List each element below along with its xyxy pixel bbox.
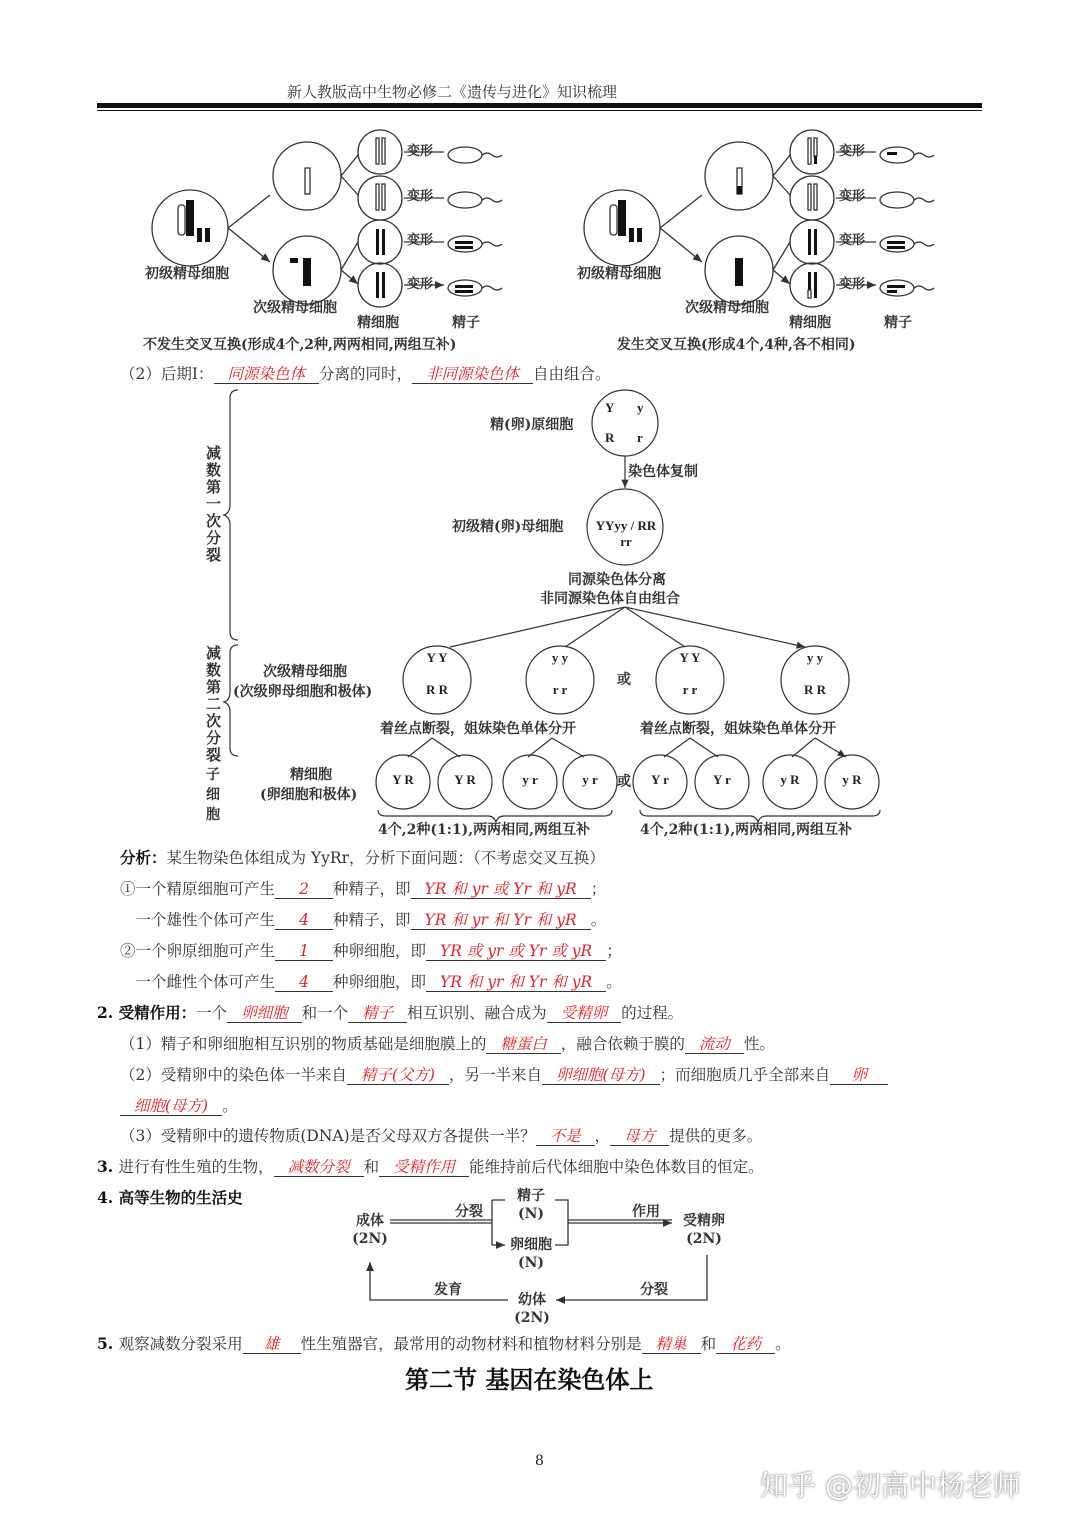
transform-label: 变形 (407, 144, 434, 159)
transform-label: 变形 (407, 277, 434, 292)
fig1-caption-left: 不发生交叉互换(形成4个,2种,两两相同,两组互补) (143, 337, 457, 353)
line-text: 性生殖器官，最常用的动物材料和植物材料分别是 (300, 1335, 642, 1353)
secondary-cell-genes: Y Y (679, 650, 701, 665)
answer-blank: 受精作用 (379, 1158, 469, 1177)
fig1-primary-label-left: 初级精母细胞 (145, 266, 229, 282)
separation-label-1: 同源染色体分离 (568, 572, 666, 588)
answer-blank: 4 (275, 973, 333, 992)
line-text: 分离的同时， (319, 365, 413, 383)
line-text: 种卵细胞，即 (333, 973, 427, 991)
answer-blank: 流动 (685, 1035, 744, 1054)
text-line-a3 (120, 939, 622, 961)
lc-egg (505, 1236, 557, 1272)
line-text: （2）后期Ⅰ： (120, 365, 214, 383)
answer-blank: 精子 (348, 1004, 407, 1023)
text-line-f2 (120, 1063, 888, 1085)
answer-blank: 减数分裂 (274, 1158, 364, 1177)
secondary-cell-genes: Y Y (426, 650, 448, 665)
heading-text: 2. 受精作用： (97, 1003, 197, 1022)
gene-R: R (605, 430, 615, 445)
text-line-fert (97, 1001, 683, 1023)
transform-label: 变形 (407, 233, 434, 248)
secondary-cell-genes: r r (682, 682, 698, 697)
answer-blank: 花药 (716, 1335, 775, 1354)
lc-division-label: 分裂 (455, 1204, 483, 1220)
line-text: 。 (775, 1335, 791, 1353)
line-text: 自由组合。 (533, 365, 611, 383)
heading-text: 分析： (120, 848, 167, 867)
line-text: ； (606, 942, 622, 960)
line-text: （3）受精卵中的遗传物质(DNA)是否父母双方各提供一半？ (120, 1127, 536, 1145)
line-text: 进行有性生殖的生物， (118, 1158, 274, 1176)
answer-blank: 同源染色体 (214, 365, 320, 384)
lc-sperm-text: 精子 (517, 1188, 545, 1204)
line-text: 和 (363, 1158, 380, 1176)
gene-Y: Y (605, 400, 615, 415)
lc-egg-ploidy: (N) (517, 1255, 545, 1271)
gamete-cell-genes: Y R (392, 772, 414, 787)
lc-division-label-2: 分裂 (640, 1282, 668, 1298)
gamete-label: 精细胞 (290, 767, 332, 783)
answer-blank: 精巢 (642, 1335, 701, 1354)
answer-blank: YR 和 yr 或 Yr 和 yR (411, 880, 591, 899)
split-label-right: 着丝点断裂，姐妹染色单体分开 (640, 721, 836, 737)
fig1-secondary-label-right: 次级精母细胞 (685, 300, 769, 316)
line-text: ， (594, 1127, 611, 1145)
answer-blank: 卵 (830, 1066, 888, 1085)
line-text: 和 (700, 1335, 717, 1353)
answer-blank: 受精卵 (547, 1004, 622, 1023)
secondary-cell-label: 次级精母细胞 (263, 664, 347, 680)
line-text: 能维持前后代体细胞中染色体数目的恒定。 (469, 1158, 764, 1176)
line-text: 一个雌性个体可产生 (120, 973, 276, 991)
text-line-q4 (97, 1186, 243, 1208)
line-text: 某生物染色体组成为 YyRr，分析下面问题：（不考虑交叉互换） (166, 849, 605, 867)
answer-blank: 1 (275, 942, 333, 961)
fig1-primary-label-right: 初级精母细胞 (577, 266, 661, 282)
watermark: 知乎 @初高中杨老师 (760, 1469, 1021, 1502)
secondary-cell-genes: R R (803, 682, 827, 697)
line-text: （1）精子和卵细胞相互识别的物质基础是细胞膜上的 (120, 1035, 487, 1053)
lc-adult (352, 1212, 388, 1248)
text-line-a2 (120, 908, 606, 930)
gamete-summary-right: 4个,2种(1:1),两两相同,两组互补 (640, 822, 853, 838)
line-text: 的过程。 (621, 1004, 684, 1022)
gene-r: r (637, 430, 643, 445)
answer-blank: 4 (275, 911, 333, 930)
answer-blank: YR 或 yr 或 Yr 或 yR (426, 942, 606, 961)
phase-meiosis-2-label: 减数第二次分裂 (204, 645, 222, 764)
lc-adult-ploidy: (2N) (352, 1231, 388, 1247)
fig1-sperm-label-left: 精子 (452, 315, 480, 331)
transform-label: 变形 (839, 144, 866, 159)
fig1-spermatid-label-left: 精细胞 (357, 315, 399, 331)
secondary-cell-genes: r r (552, 682, 568, 697)
secondary-cell-genes: y y (806, 650, 824, 665)
text-line-q5 (97, 1332, 791, 1354)
text-line-q2-anaphase (120, 362, 611, 384)
answer-blank: YR 和 yr 和 Yr 和 yR (426, 973, 606, 992)
or-label: 或 (617, 672, 631, 688)
page-number: 8 (535, 1453, 544, 1469)
header-title: 新人教版高中生物必修二《遗传与进化》知识梳理 (287, 83, 618, 101)
answer-blank: 细胞(母方) (120, 1097, 222, 1116)
gamete-sublabel: (卵细胞和极体) (260, 787, 358, 803)
secondary-cell-sublabel: (次级卵母细胞和极体) (233, 684, 373, 700)
section-title: 第二节 基因在染色体上 (405, 1366, 654, 1394)
text-line-a4 (120, 970, 622, 992)
heading-text: 5. (97, 1334, 119, 1353)
answer-blank: 卵细胞(母方) (542, 1066, 660, 1085)
answer-blank: 非同源染色体 (412, 365, 533, 384)
transform-label: 变形 (839, 189, 866, 204)
lc-action-label: 作用 (632, 1204, 660, 1220)
gene-y: y (637, 400, 644, 415)
line-text: 。 (222, 1097, 238, 1115)
answer-blank: 雄 (243, 1335, 301, 1354)
line-text: 一个 (196, 1004, 228, 1022)
heading-text: 4. 高等生物的生活史 (97, 1188, 243, 1207)
primary-cell-genes: YYyy / RR rr (595, 518, 657, 549)
line-text: 。 (606, 973, 622, 991)
secondary-cell-genes: y y (551, 650, 569, 665)
answer-blank: 2 (275, 880, 333, 899)
line-text: 种精子，即 (333, 911, 411, 929)
gamete-cell-genes: Y r (651, 772, 669, 787)
answer-blank: 不是 (536, 1127, 595, 1146)
transform-label: 变形 (839, 277, 866, 292)
line-text: ，融合依赖于膜的 (560, 1035, 685, 1053)
line-text: 观察减数分裂采用 (118, 1335, 243, 1353)
daughter-cell-label: 子细胞 (206, 767, 220, 823)
lc-juvenile-text: 幼体 (518, 1292, 546, 1308)
lc-zygote-text: 受精卵 (683, 1213, 725, 1229)
answer-blank: 精子(父方) (347, 1066, 449, 1085)
phase-meiosis-1-label: 减数第一次分裂 (204, 445, 222, 564)
line-text: ；而细胞质几乎全部来自 (659, 1066, 831, 1084)
text-line-f2b (120, 1094, 238, 1116)
lc-sperm-ploidy: (N) (517, 1206, 545, 1222)
text-line-f3 (120, 1124, 762, 1146)
lc-zygote (676, 1212, 732, 1248)
line-text: 性。 (743, 1035, 775, 1053)
line-text: 一个雄性个体可产生 (120, 911, 276, 929)
answer-blank: YR 和 yr 和 Yr 和 yR (411, 911, 591, 930)
gamete-summary-left: 4个,2种(1:1),两两相同,两组互补 (378, 822, 591, 838)
fig1-caption-right: 发生交叉互换(形成4个,4种,各不相同) (617, 337, 856, 353)
secondary-cell-genes: R R (425, 682, 449, 697)
lc-egg-text: 卵细胞 (510, 1237, 552, 1253)
line-text: ①一个精原细胞可产生 (120, 880, 276, 898)
fig1-spermatid-label-right: 精细胞 (789, 315, 831, 331)
lc-adult-text: 成体 (356, 1213, 384, 1229)
line-text: 。 (590, 911, 607, 929)
line-text: 相互识别、融合成为 (407, 1004, 547, 1022)
fig1-secondary-label-left: 次级精母细胞 (253, 300, 337, 316)
text-line-f1 (120, 1032, 775, 1054)
gamete-cell-genes: y r (522, 772, 538, 787)
line-text: ，另一半来自 (448, 1066, 542, 1084)
replication-label: 染色体复制 (628, 464, 698, 480)
answer-blank: 糖蛋白 (486, 1035, 561, 1054)
line-text: 种卵细胞，即 (333, 942, 427, 960)
fig1-sperm-label-right: 精子 (884, 315, 912, 331)
lc-zygote-ploidy: (2N) (686, 1231, 722, 1247)
gamete-cell-genes: y R (842, 772, 862, 787)
line-text: （2）受精卵中的染色体一半来自 (120, 1066, 347, 1084)
primary-cell-label: 初级精(卵)母细胞 (452, 519, 564, 535)
line-text: ②一个卵原细胞可产生 (120, 942, 276, 960)
transform-label: 变形 (407, 189, 434, 204)
split-label-left: 着丝点断裂，姐妹染色单体分开 (380, 721, 576, 737)
lc-juvenile-ploidy: (2N) (514, 1310, 550, 1326)
line-text: 和一个 (301, 1004, 349, 1022)
lc-develop-label: 发育 (434, 1282, 462, 1298)
origin-cell-label: 精(卵)原细胞 (490, 417, 574, 433)
gamete-cell-genes: y r (582, 772, 598, 787)
answer-blank: 母方 (610, 1127, 669, 1146)
lc-juvenile (512, 1291, 552, 1327)
separation-label-2: 非同源染色体自由组合 (540, 591, 680, 607)
lc-sperm (511, 1187, 551, 1223)
heading-text: 3. (97, 1157, 119, 1176)
line-text: ； (590, 880, 607, 898)
answer-blank: 卵细胞 (227, 1004, 302, 1023)
or-label: 或 (617, 774, 631, 790)
text-line-q3 (97, 1155, 764, 1177)
line-text: 种精子，即 (333, 880, 411, 898)
line-text: 提供的更多。 (669, 1127, 763, 1145)
gamete-cell-genes: Y R (454, 772, 476, 787)
gamete-cell-genes: Y r (713, 772, 731, 787)
text-line-analysis (120, 846, 605, 868)
text-line-a1 (120, 877, 606, 899)
transform-label: 变形 (839, 233, 866, 248)
brace-meiosis-1 (224, 390, 238, 640)
gamete-cell-genes: y R (780, 772, 800, 787)
